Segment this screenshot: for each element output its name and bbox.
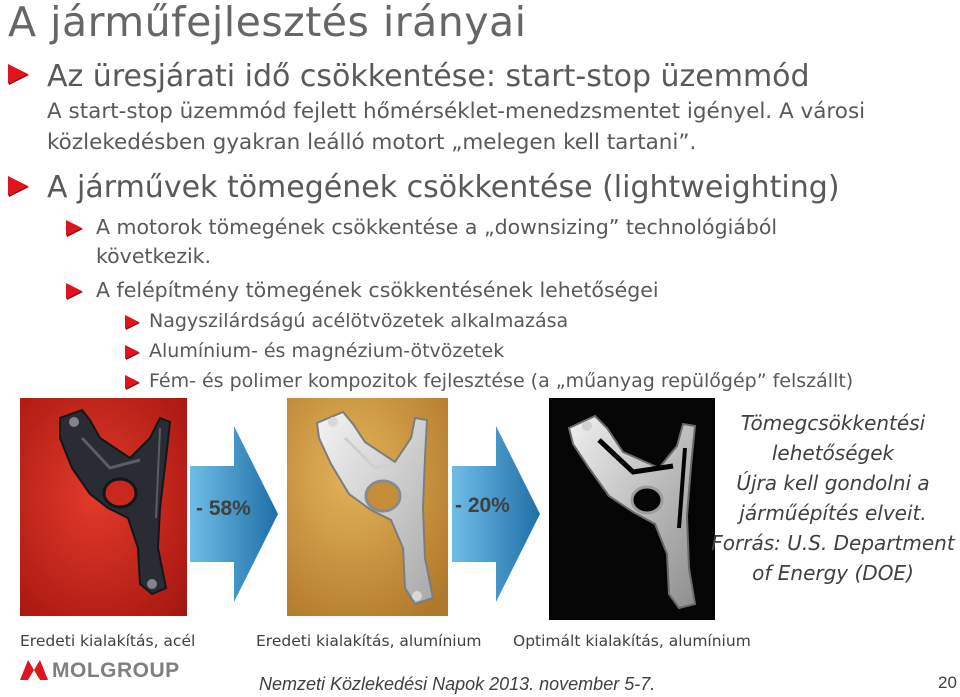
section2-heading: A járművek tömegének csökkentése (lightweighting): [47, 170, 840, 205]
caption-aluminium: Eredeti kialakítás, alumínium: [256, 632, 482, 650]
steel-part-photo: [20, 398, 187, 616]
side-note-line: Tömegcsökkentési: [740, 411, 926, 435]
caption-steel: Eredeti kialakítás, acél: [20, 632, 196, 650]
slide-title: A járműfejlesztés irányai: [8, 0, 527, 46]
mol-logo-text: MOLGROUP: [52, 659, 180, 682]
section2-item-3: Fém- és polimer kompozitok fejlesztése (a „műanyag repülőgép” felszállt): [149, 370, 854, 392]
section2-item-1: Nagyszilárdságú acélötvözetek alkalmazása: [149, 310, 569, 332]
bullet-icon: [125, 315, 139, 329]
page-number: 20: [938, 673, 957, 692]
bullet-icon: [125, 375, 139, 389]
section1-text-line2: közlekedésben gyakran leálló motort „melegen kell tartani”.: [47, 130, 697, 155]
arrow-2-label: - 20%: [455, 494, 510, 517]
bullet-icon: [66, 283, 82, 299]
caption-optimised: Optimált kialakítás, alumínium: [513, 632, 751, 650]
footer-event: Nemzeti Közlekedési Napok 2013. november 5-7.: [259, 674, 656, 694]
side-note-line: járműépítés elveit.: [739, 501, 927, 525]
mol-logo-icon: [20, 660, 48, 680]
section1-text-line1: A start-stop üzemmód fejlett hőmérséklet-menedzsmentet igényel. A városi: [47, 99, 866, 124]
section2-sub1-line2: következik.: [96, 244, 212, 268]
side-note: [706, 408, 960, 588]
section1-heading: Az üresjárati idő csökkentése: start-stop üzemmód: [47, 59, 810, 94]
side-note-line: lehetőségek: [771, 441, 895, 465]
section2-sub2: A felépítmény tömegének csökkentésének lehetőségei: [96, 278, 659, 302]
section2-item-2: Alumínium- és magnézium-ötvözetek: [149, 340, 505, 362]
bullet-icon: [66, 220, 82, 236]
section2-sub1-line1: A motorok tömegének csökkentése a „downsizing” technológiából: [96, 215, 778, 239]
side-note-line: of Energy (DOE): [752, 561, 914, 585]
optimised-part-photo: [549, 398, 715, 620]
side-note-line: Újra kell gondolni a: [736, 471, 930, 495]
side-note-line: Forrás: U.S. Department: [711, 531, 955, 555]
bullet-icon: [8, 176, 28, 196]
arrow-1-label: - 58%: [196, 497, 251, 520]
aluminium-part-photo: [287, 398, 448, 616]
bullet-icon: [8, 64, 28, 84]
bullet-icon: [125, 345, 139, 359]
